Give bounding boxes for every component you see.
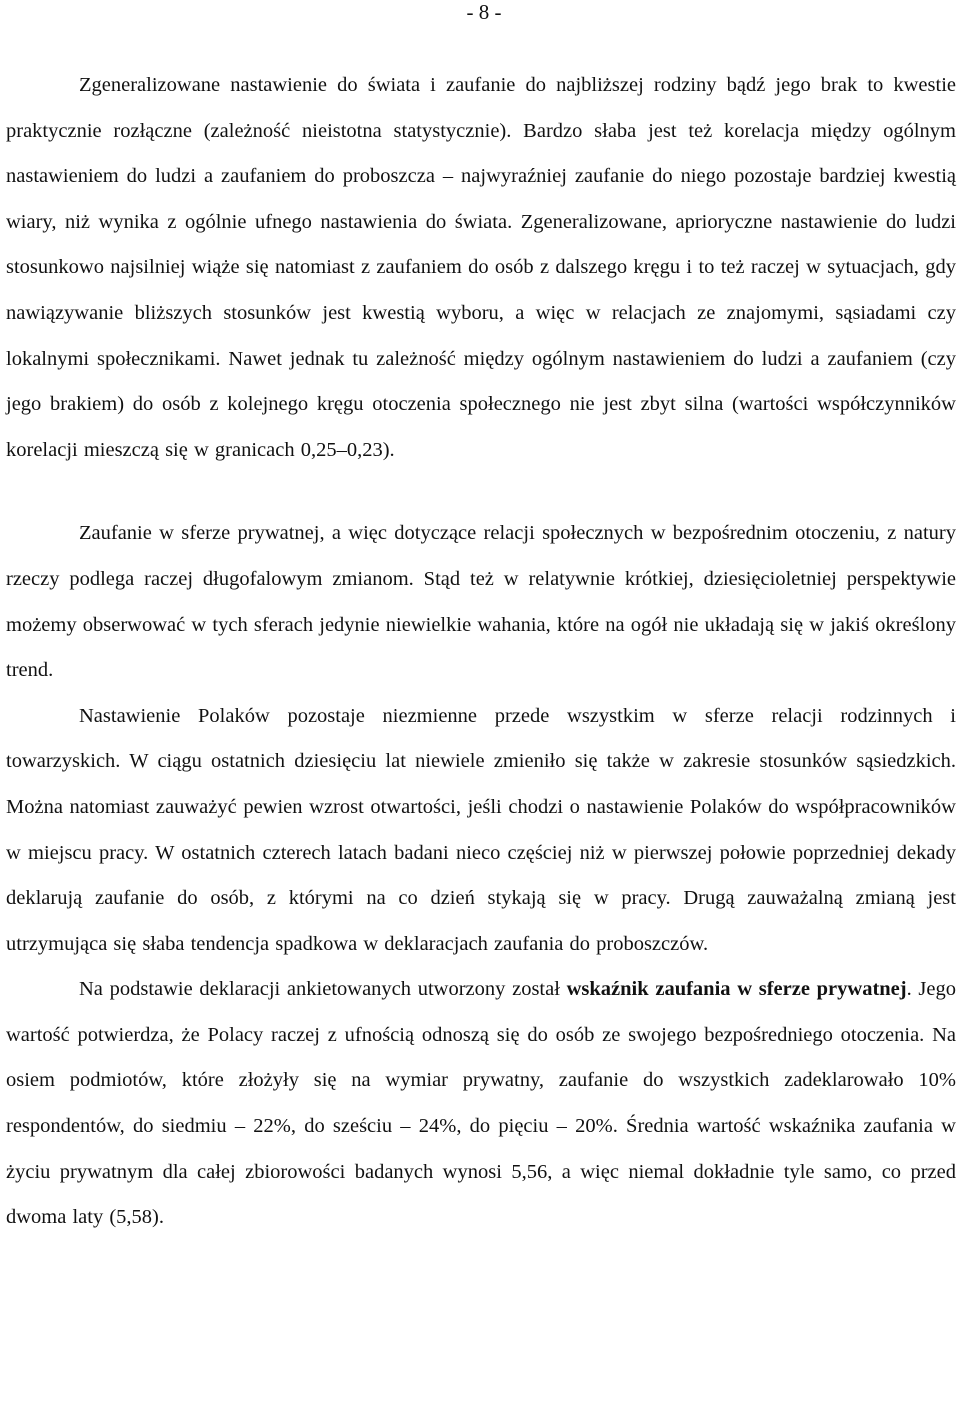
index-term: wskaźnik zaufania w sferze prywatnej	[566, 978, 907, 1001]
paragraph-4-lead: Na podstawie deklaracji ankietowanych utworzony został	[79, 978, 567, 1001]
paragraph-1: Zgeneralizowane nastawienie do świata i zaufanie do najbliższej rodziny bądź jego brak to kwestie praktycznie rozłączne (zależność nieistotna statystycznie). Bardzo słaba jest też korelacja między ogólnym nastawieniem do ludzi a zaufaniem do proboszcza – najwyraźniej zaufanie do niego pozostaje bardziej kwestią wiary, niż wynika z ogólnie ufnego nastawienia do świata. Zgeneralizowane, aprioryczne nastawienie do ludzi stosunkowo najsilniej wiąże się natomiast z zaufaniem do osób z dalszego kręgu i to też raczej w sytuacjach, gdy nawiązywanie bliższych stosunków jest kwestią wyboru, a więc w relacjach ze znajomymi, sąsiadami czy lokalnymi społecznikami. Nawet jednak tu zależność między ogólnym nastawieniem do ludzi a zaufaniem (czy jego brakiem) do osób z kolejnego kręgu otoczenia społecznego nie jest zbyt silna (wartości współczynników korelacji mieszczą się w granicach 0,25–0,23).	[6, 74, 956, 461]
page-number: - 8 -	[466, 0, 502, 24]
paragraph-4	[6, 967, 956, 1241]
paragraph-4-rest: . Jego wartość potwierdza, że Polacy raczej z ufnością odnoszą się do osób ze swojego bezpośredniego otoczenia. Na osiem podmiotów, które złożyły się na wymiar prywatny, zaufanie do wszystkich zadeklarowało 10% respondentów, do siedmiu – 22%, do sześciu – 24%, do pięciu – 20%. Średnia wartość wskaźnika zaufania w życiu prywatnym dla całej zbiorowości badanych wynosi 5,56, a więc niemal dokładnie tyle samo, co przed dwoma laty (5,58).	[6, 978, 956, 1229]
paragraph-3: Nastawienie Polaków pozostaje niezmienne przede wszystkim w sferze relacji rodzinnych i towarzyskich. W ciągu ostatnich dziesięciu lat niewiele zmieniło się także w zakresie stosunków sąsiedzkich. Można natomiast zauważyć pewien wzrost otwartości, jeśli chodzi o nastawienie Polaków do współpracowników w miejscu pracy. W ostatnich czterech latach badani nieco częściej niż w pierwszej połowie poprzedniej dekady deklarują zaufanie do osób, z którymi na co dzień stykają się w pracy. Drugą zauważalną zmianą jest utrzymująca się słaba tendencja spadkowa w deklaracjach zaufania do proboszczów.	[6, 704, 956, 955]
paragraph-2: Zaufanie w sferze prywatnej, a więc dotyczące relacji społecznych w bezpośrednim otoczeniu, z natury rzeczy podlega raczej długofalowym zmianom. Stąd też w relatywnie krótkiej, dziesięcioletniej perspektywie możemy obserwować w tych sferach jedynie niewielkie wahania, które na ogół nie układają się w jakiś określony trend.	[6, 522, 956, 682]
document-page	[6, 0, 956, 1241]
